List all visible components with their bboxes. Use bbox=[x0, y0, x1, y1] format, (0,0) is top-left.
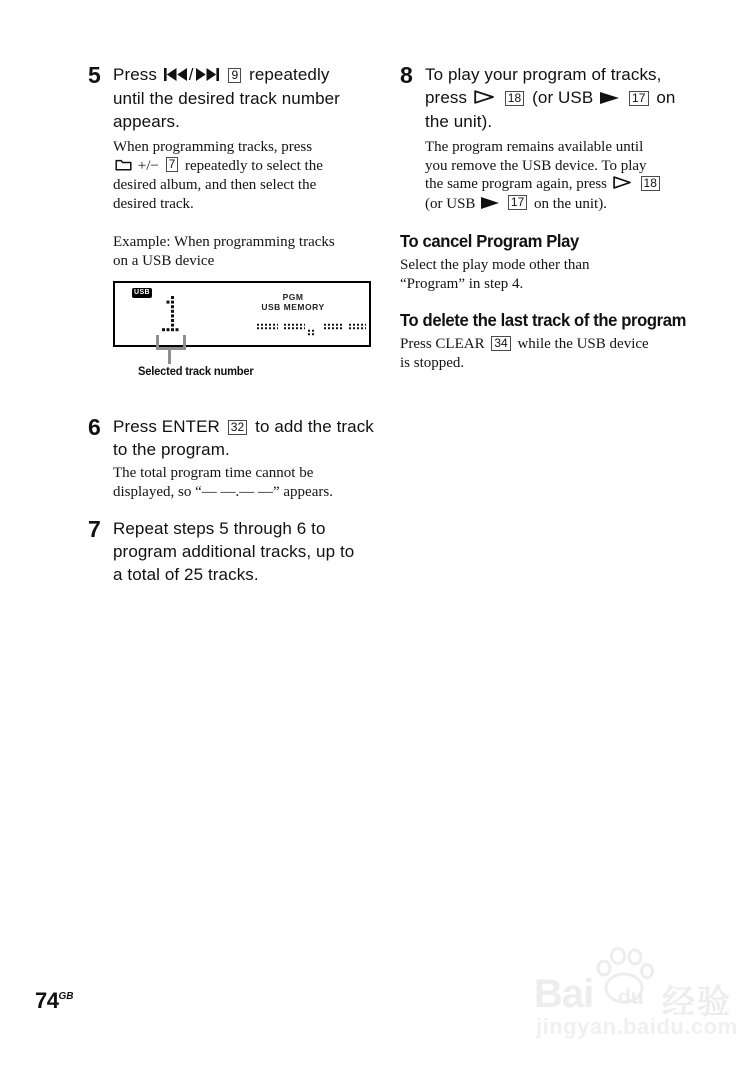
play-outline-icon bbox=[474, 87, 495, 110]
step-6 bbox=[88, 415, 393, 501]
button-number-box: 34 bbox=[491, 336, 510, 351]
usb-memory-label: USB MEMORY bbox=[261, 302, 325, 312]
callout-line bbox=[168, 347, 171, 364]
delete-body-line-1: Press CLEAR 34 while the USB device bbox=[400, 335, 649, 352]
play-filled-icon bbox=[481, 196, 499, 215]
cancel-body-line-1: Select the play mode other than bbox=[400, 257, 590, 273]
section-heading: To cancel Program Play bbox=[400, 231, 579, 251]
dot-matrix-segment bbox=[307, 329, 314, 336]
button-number-box: 32 bbox=[228, 420, 248, 435]
page-footer bbox=[35, 988, 73, 1014]
front-panel-display bbox=[113, 281, 371, 347]
step-5-body-line-2: +/− 7 repeatedly to select the bbox=[113, 157, 393, 177]
dot-matrix-segment bbox=[283, 323, 305, 330]
button-number-box: 17 bbox=[508, 195, 527, 210]
step-8-body bbox=[425, 138, 730, 214]
page-region: GB bbox=[58, 991, 74, 1002]
page-number: 74 bbox=[35, 988, 59, 1013]
step-8-body-line-2: you remove the USB device. To play bbox=[425, 157, 647, 174]
display-diagram bbox=[113, 281, 393, 378]
step-5-body-line-4: desired track. bbox=[113, 195, 194, 212]
button-number-box: 18 bbox=[505, 91, 525, 106]
button-number-box: 7 bbox=[166, 157, 179, 172]
step-5 bbox=[88, 63, 393, 270]
button-number-box: 17 bbox=[629, 91, 649, 106]
example-text bbox=[113, 233, 393, 270]
step-5-heading-line-3: appears. bbox=[113, 112, 180, 131]
step-6-number: 6 bbox=[88, 414, 101, 440]
step-5-body-line-3: desired album, and then select the bbox=[113, 177, 317, 193]
step-5-body-line-1: When programming tracks, press bbox=[113, 139, 313, 155]
example-line-2: on a USB device bbox=[113, 252, 215, 269]
step-6-body-line-2: displayed, so “— —.— —” appears. bbox=[113, 483, 333, 500]
dot-matrix-digit-1 bbox=[162, 296, 180, 338]
next-track-icon bbox=[196, 64, 219, 87]
step-6-heading-line-2: to the program. bbox=[113, 440, 230, 459]
section-heading: To delete the last track of the program bbox=[400, 310, 687, 330]
step-5-body bbox=[113, 138, 393, 213]
step-7-heading-line-1: Repeat steps 5 through 6 to bbox=[113, 519, 326, 538]
step-7 bbox=[88, 517, 393, 586]
watermark-brand-paw-text: du bbox=[618, 986, 644, 1009]
step-5-heading-line-1: Press / 9 repeatedly bbox=[113, 63, 393, 87]
step-7-heading-line-3: a total of 25 tracks. bbox=[113, 565, 259, 584]
dot-matrix-segment bbox=[323, 323, 343, 330]
diagram-caption: Selected track number bbox=[138, 366, 254, 378]
dot-matrix-segment bbox=[256, 323, 278, 330]
button-number-box: 9 bbox=[228, 68, 241, 83]
step-5-heading-line-2: until the desired track number bbox=[113, 89, 340, 108]
step-8-body-line-3: the same program again, press 18 bbox=[425, 175, 730, 195]
step-7-number: 7 bbox=[88, 516, 101, 542]
watermark-url: jingyan.baidu.com bbox=[536, 1014, 738, 1039]
step-8-number: 8 bbox=[400, 62, 413, 88]
play-filled-icon bbox=[600, 87, 619, 110]
step-6-body-line-1: The total program time cannot be bbox=[113, 465, 314, 481]
cancel-body-line-2: “Program” in step 4. bbox=[400, 275, 524, 292]
example-line-1: Example: When programming tracks bbox=[113, 234, 335, 250]
play-outline-icon bbox=[613, 176, 632, 195]
dot-matrix-segment bbox=[348, 323, 366, 330]
step-8 bbox=[400, 63, 730, 214]
section-delete-last-track bbox=[400, 310, 730, 372]
section-delete-body bbox=[400, 335, 730, 372]
baidu-jingyan-watermark bbox=[534, 946, 756, 1046]
step-8-heading-line-2: press 18 (or USB 17 on bbox=[425, 86, 730, 110]
step-8-heading-line-1: To play your program of tracks, bbox=[425, 65, 662, 84]
step-5-number: 5 bbox=[88, 62, 101, 88]
display-mode-text bbox=[253, 292, 333, 312]
pgm-label: PGM bbox=[282, 292, 304, 302]
step-7-heading-line-2: program additional tracks, up to bbox=[113, 542, 355, 561]
step-6-body bbox=[113, 464, 393, 501]
section-cancel-program-play bbox=[400, 231, 730, 293]
usb-badge: USB bbox=[134, 289, 150, 296]
folder-icon bbox=[115, 158, 132, 177]
section-cancel-body bbox=[400, 256, 730, 293]
highlight-bracket bbox=[156, 335, 186, 350]
step-8-body-line-4: (or USB 17 on the unit). bbox=[425, 195, 730, 215]
step-8-body-line-1: The program remains available until bbox=[425, 139, 644, 155]
step-8-heading-line-3: the unit). bbox=[425, 112, 493, 131]
watermark-brand-left: Bai bbox=[534, 972, 594, 1016]
step-6-heading-line-1: Press ENTER 32 to add the track bbox=[113, 417, 374, 436]
watermark-brand-right: 经验 bbox=[662, 983, 732, 1020]
right-column bbox=[400, 63, 730, 372]
left-column bbox=[88, 63, 393, 586]
previous-track-icon bbox=[164, 64, 187, 87]
button-number-box: 18 bbox=[641, 176, 660, 191]
delete-body-line-2: is stopped. bbox=[400, 354, 465, 371]
